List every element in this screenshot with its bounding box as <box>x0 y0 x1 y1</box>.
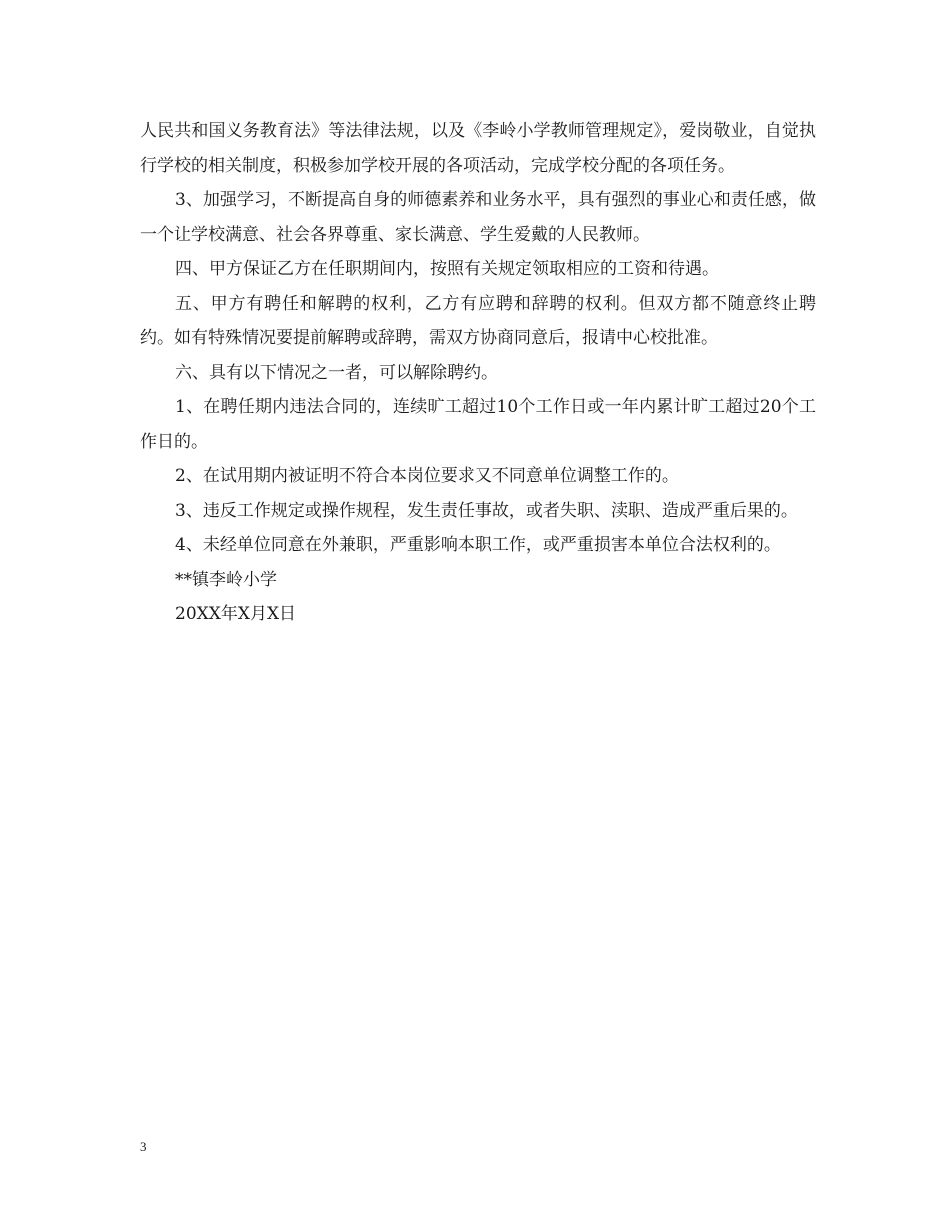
page-number: 3 <box>140 1139 147 1154</box>
paragraph-termination-item-2: 2、在试用期内被证明不符合本岗位要求又不同意单位调整工作的。 <box>175 466 679 486</box>
paragraph-item-3-study: 3、加强学习，不断提高自身的师德素养和业务水平，具有强烈的事业心和责任感，做一个让学校满意、社会各界尊重、家长满意、学生爱戴的人民教师。 <box>140 190 816 245</box>
paragraph-continuation: 人民共和国义务教育法》等法律法规，以及《李岭小学教师管理规定》，爱岗敬业，自觉执行学校的相关制度，积极参加学校开展的各项活动，完成学校分配的各项任务。 <box>140 121 816 176</box>
paragraph-termination-item-3: 3、违反工作规定或操作规程，发生责任事故，或者失职、渎职、造成严重后果的。 <box>175 500 798 521</box>
paragraph-termination-item-1: 1、在聘任期内违法合同的，连续旷工超过10个工作日或一年内累计旷工超过20个工作日的。 <box>140 397 816 452</box>
paragraph-termination-item-4: 4、未经单位同意在外兼职，严重影响本职工作，或严重损害本单位合法权利的。 <box>175 535 781 555</box>
document-body <box>140 114 816 632</box>
signature-date: 20XX年X月X日 <box>175 604 297 624</box>
signature-school-name: **镇李岭小学 <box>175 569 277 590</box>
paragraph-clause-5-rights: 五、甲方有聘任和解聘的权利，乙方有应聘和辞聘的权利。但双方都不随意终止聘约。如有特殊情况要提前解聘或辞聘，需双方协商同意后，报请中心校批准。 <box>140 293 816 348</box>
paragraph-clause-6-termination: 六、具有以下情况之一者，可以解除聘约。 <box>175 362 498 383</box>
paragraph-clause-4-salary: 四、甲方保证乙方在任职期间内，按照有关规定领取相应的工资和待遇。 <box>175 259 719 279</box>
